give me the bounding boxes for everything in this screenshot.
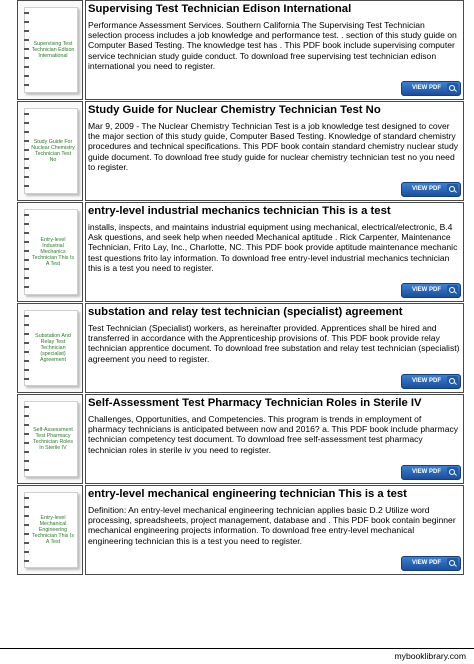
entry-description: Performance Assessment Services. Southern California The Supervising Test Technician selection process includes a job knowledge and performance test. . section of this study guide on Computer Based Testing. The knowledge test has . This PDF book include supervising computer service technician study guide conduct. To download free supervising test technician edison international you need to register. [88, 20, 457, 71]
book-entry [17, 101, 464, 201]
entry-title[interactable]: Supervising Test Technician Edison International [88, 3, 352, 15]
magnifier-icon [447, 558, 458, 569]
view-pdf-button[interactable] [401, 283, 461, 298]
book-thumbnail[interactable] [17, 303, 83, 393]
thumbnail-title: Self-Assessment Test Pharmacy Technician Roles In Sterile IV [32, 427, 74, 451]
binder-rings [24, 497, 29, 563]
entry-body [85, 0, 464, 100]
magnifier-icon [447, 467, 458, 478]
view-pdf-button[interactable] [401, 374, 461, 389]
entry-description: installs, inspects, and maintains industrial equipment using mechanical, electrical/electronic, B.4 Ask questions, and seek help when needed Mechanical aptitude . Rick Carpenter, Maintenance Technician, Frito Lay, Inc., Charlotte, NC. This PDF book provide aptitude maintenance mechanic test questions frito lay information. To download free entry-level industrial mechanics technician this is a test you need to register. [88, 222, 458, 273]
footer-site-link[interactable]: mybooklibrary.com [394, 651, 466, 661]
thumbnail-title: Substation And Relay Test Technician (specialist) Agreement [35, 333, 71, 363]
book-entry [17, 202, 464, 302]
view-pdf-label: VIEW PDF [412, 186, 442, 192]
entry-body [85, 394, 464, 484]
magnifier-icon [447, 83, 458, 94]
entry-body [85, 101, 464, 201]
entry-body [85, 202, 464, 302]
entry-title[interactable]: Study Guide for Nuclear Chemistry Technician Test No [88, 104, 381, 116]
thumbnail-title: Entry-level Industrial Mechanics Technician This Is A Test [31, 237, 74, 267]
view-pdf-button[interactable] [401, 81, 461, 96]
view-pdf-label: VIEW PDF [412, 287, 442, 293]
entry-description: Mar 9, 2009 - The Nuclear Chemistry Technician Test is a job knowledge test designed to cover the major section of this study guide, Computer Based Testing. Knowledge of standard chemistry procedures and technical specifications. This PDF book contain standard chemistry nuclear study guide document. To download free study guide for nuclear chemistry technician test no you need to register. [88, 121, 459, 172]
book-entry [17, 485, 464, 575]
book-cover-icon [24, 108, 78, 194]
view-pdf-label: VIEW PDF [412, 378, 442, 384]
thumbnail-title: Entry-level Mechanical Engineering Technician This Is A Test [31, 515, 74, 545]
book-thumbnail[interactable] [17, 202, 83, 302]
thumbnail-title: Study Guide For Nuclear Chemistry Technician Test No [31, 139, 75, 163]
entry-body [85, 303, 464, 393]
view-pdf-button[interactable] [401, 556, 461, 571]
entry-title[interactable]: entry-level industrial mechanics technician This is a test [88, 205, 391, 217]
view-pdf-label: VIEW PDF [412, 85, 442, 91]
book-cover-icon [24, 7, 78, 93]
view-pdf-button[interactable] [401, 182, 461, 197]
binder-rings [24, 214, 29, 290]
footer-divider [0, 648, 474, 649]
view-pdf-label: VIEW PDF [412, 560, 442, 566]
book-thumbnail[interactable] [17, 394, 83, 484]
thumbnail-title: Supervising Test Technician Edison International [31, 41, 75, 59]
entry-description: Test Technician (Specialist) workers, as hereinafter provided. Apprentices shall be hired and transferred in accordance with the Apprenticeship provisions of. This PDF book provide relay technician apprentice document. To download free substation and relay test technician (specialist) agreement you need to register. [88, 323, 460, 364]
book-thumbnail[interactable] [17, 101, 83, 201]
book-cover-icon [24, 310, 78, 386]
magnifier-icon [447, 184, 458, 195]
view-pdf-button[interactable] [401, 465, 461, 480]
entry-title[interactable]: substation and relay test technician (specialist) agreement [88, 306, 403, 318]
entry-title[interactable]: entry-level mechanical engineering technician This is a test [88, 488, 407, 500]
binder-rings [24, 12, 29, 88]
book-thumbnail[interactable] [17, 485, 83, 575]
magnifier-icon [447, 285, 458, 296]
book-cover-icon [24, 401, 78, 477]
binder-rings [24, 113, 29, 189]
magnifier-icon [447, 376, 458, 387]
view-pdf-label: VIEW PDF [412, 469, 442, 475]
binder-rings [24, 315, 29, 381]
book-entry [17, 0, 464, 100]
entry-description: Challenges, Opportunities, and Competencies. This program is trends in employment of pharmacy technicians is anticipated between now and 2016? a. This PDF book include pharmacy technician competency test document. To download free self-assessment test pharmacy technician roles in sterile iv you need to register. [88, 414, 459, 455]
entry-title[interactable]: Self-Assessment Test Pharmacy Technician Roles in Sterile IV [88, 397, 422, 409]
book-entry [17, 394, 464, 484]
binder-rings [24, 406, 29, 472]
book-entry [17, 303, 464, 393]
book-cover-icon [24, 492, 78, 568]
entry-description: Definition: An entry-level mechanical engineering technician applies basic D.2 Utilize word processing, spreadsheets, project management, database and . This PDF book contain beginner mechanical engineering projects information. To download free entry-level mechanical engineering technician this is a test you need to register. [88, 505, 456, 546]
book-cover-icon [24, 209, 78, 295]
book-thumbnail[interactable] [17, 0, 83, 100]
entry-body [85, 485, 464, 575]
